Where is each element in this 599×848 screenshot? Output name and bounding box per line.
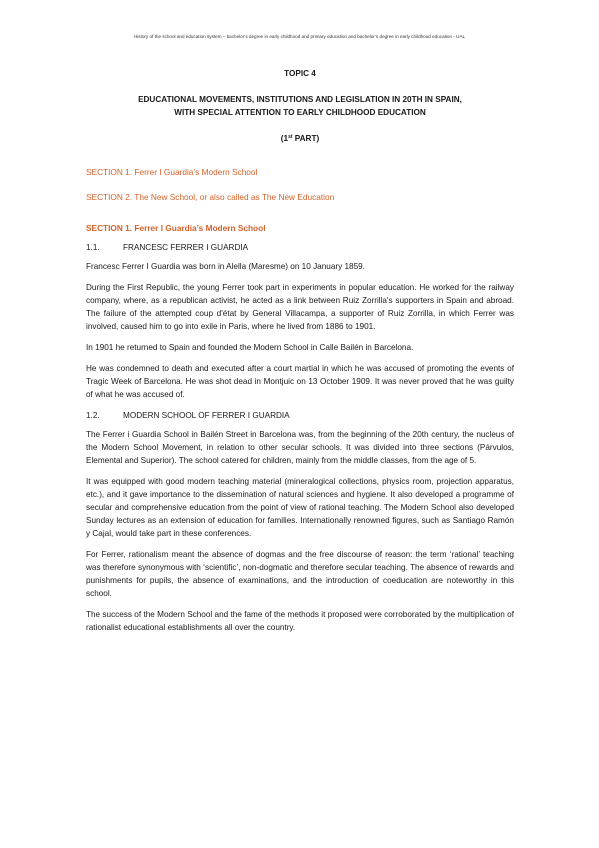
- title-line-2: WITH SPECIAL ATTENTION TO EARLY CHILDHOOD EDUCATION: [174, 108, 426, 117]
- paragraph: The success of the Modern School and the fame of the methods it proposed were corroborated by the multiplication of rationalist educational establishments all over the country.: [86, 610, 514, 632]
- paragraph: It was equipped with good modern teaching material (mineralogical collections, physics room, projection apparatus, etc.), and it gave importance to the dissemination of natural sciences and hygiene. It also developed a programme of secular and comprehensive education from the point of view of rational teaching. The Modern School also developed Sunday lectures as an extension of education for families. Internationally renowned figures, such as Santiago Ramón y Cajal, would take part in these conferences.: [86, 477, 514, 538]
- title-line-1: EDUCATIONAL MOVEMENTS, INSTITUTIONS AND LEGISLATION IN 20TH IN SPAIN,: [138, 95, 462, 104]
- paragraph: In 1901 he returned to Spain and founded the Modern School in Calle Bailén in Barcelona.: [86, 343, 414, 352]
- toc-item-section-1[interactable]: SECTION 1. Ferrer I Guardia’s Modern School: [86, 167, 258, 177]
- document-title: [86, 93, 514, 119]
- topic-heading: TOPIC 4: [284, 69, 316, 78]
- paragraph: For Ferrer, rationalism meant the absence of dogmas and the free discourse of reason: the term ‘rational’ teaching was therefore synonymous with ‘scientific’, non-dogmatic and therefore secular teaching. The absence of rewards and punishments for pupils, the absence of examinations, and the introduction of coeducation are noteworthy in this school.: [86, 550, 514, 598]
- paragraph: He was condemned to death and executed after a court martial in which he was accused of promoting the events of Tragic Week of Barcelona. He was shot dead in Montjuic on 13 October 1909. It was never proved that he was guilty of what he was accused of.: [86, 364, 514, 399]
- subsection-1-1-heading: [86, 241, 514, 254]
- toc-item-section-2[interactable]: SECTION 2. The New School, or also called as The New Education: [86, 192, 335, 202]
- part-close: PART): [292, 134, 320, 143]
- section-1-heading: SECTION 1. Ferrer I Guardia’s Modern School: [86, 223, 266, 233]
- part-open: (1: [280, 134, 289, 143]
- paragraph: Francesc Ferrer I Guardia was born in Alella (Maresme) on 10 January 1859.: [86, 262, 365, 271]
- subsection-1-2-heading: [86, 409, 514, 422]
- paragraph: During the First Republic, the young Ferrer took part in experiments in popular education. He worked for the railway company, where, as a republican activist, he acted as a link between Ruiz Zorrilla's supporters in Spain and abroad. The failure of the attempted coup d'état by General Villacampa, a supporter of Ruiz Zorrilla, in which Ferrer was involved, caused him to go into exile in Paris, where he lived from 1886 to 1901.: [86, 283, 514, 331]
- part-label: [86, 132, 514, 145]
- subsection-title: MODERN SCHOOL OF FERRER I GUARDIA: [123, 411, 290, 420]
- part-superscript: st: [288, 134, 293, 140]
- subsection-number: 1.1.: [86, 243, 100, 252]
- subsection-title: FRANCESC FERRER I GUARDIA: [123, 243, 249, 252]
- paragraph: The Ferrer i Guardia School in Bailén Street in Barcelona was, from the beginning of the 20th century, the nucleus of the Modern School Movement, in relation to other secular schools. It was divided into three sections (Párvulos, Elemental and Superior). The school catered for children, mainly from the middle classes, from the age of 5.: [86, 430, 514, 465]
- document-body: [86, 67, 514, 642]
- subsection-number: 1.2.: [86, 411, 100, 420]
- running-header: History of the school and education system – bachelor’s degree in early childhood and primary education and bachelor’s degree in early childhood education - UAL: [133, 34, 466, 39]
